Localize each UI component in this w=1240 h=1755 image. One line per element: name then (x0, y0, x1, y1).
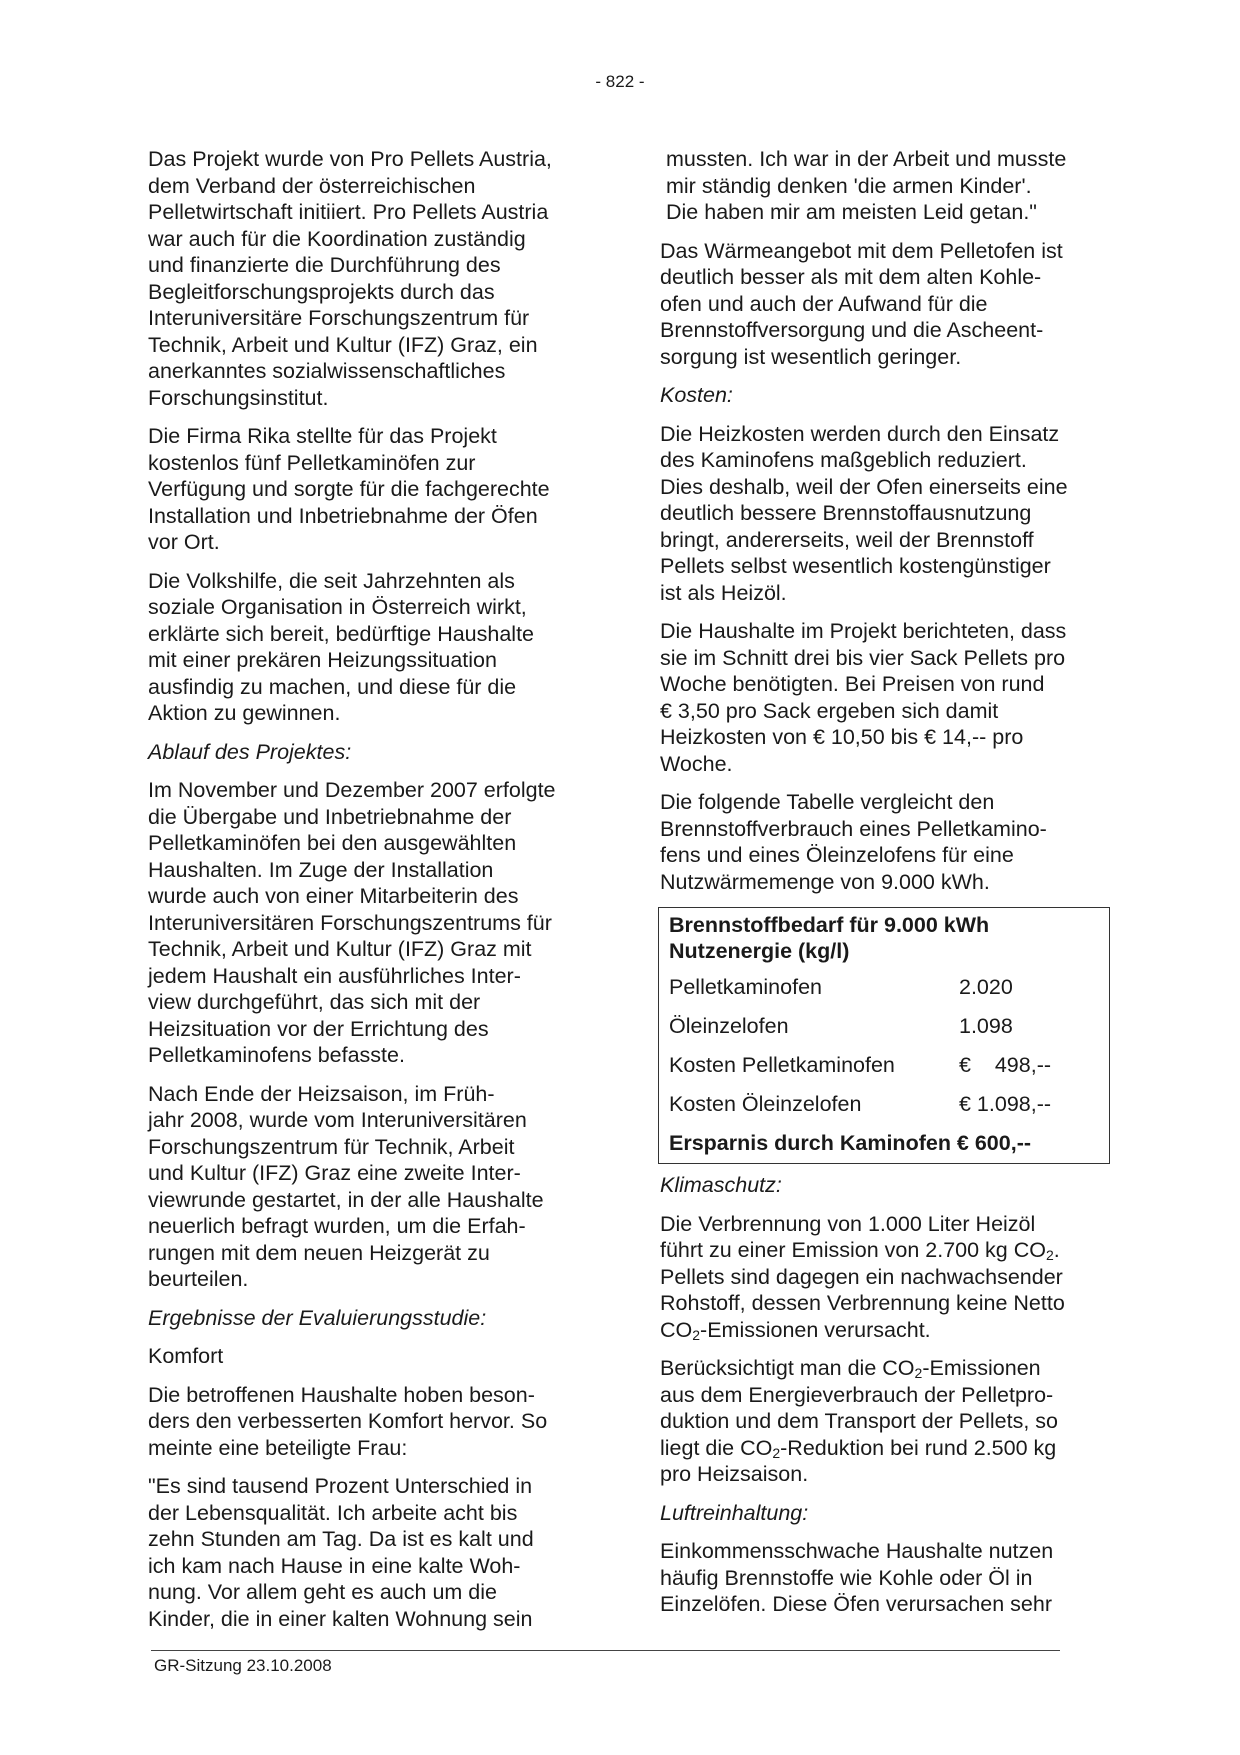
paragraph: Das Wärmeangebot mit dem Pelletofen ist deutlich besser als mit dem alten Kohle- ofen und auch der Aufwand für die Brennstoffversorgung und die Ascheent- sorgung ist wesentlich geringer. (660, 238, 1063, 369)
section-heading: Kosten: (660, 383, 733, 407)
text-run: . Pellets sind dagegen ein nachwachsender Rohstoff, dessen Verbrennung keine Netto CO (660, 1238, 1065, 1342)
paragraph: Die Firma Rika stellte für das Projekt kostenlos fünf Pelletkaminöfen zur Verfügung und sorgte für die fachgerechte Installation und Inbetriebnahme der Öfen vor Ort. (148, 424, 550, 554)
right-column (660, 146, 1115, 1630)
row-label: Kosten Pelletkaminofen (669, 1053, 895, 1078)
footer-divider (151, 1650, 1060, 1651)
paragraph: Die Heizkosten werden durch den Einsatz des Kaminofens maßgeblich reduziert. Dies deshalb, weil der Ofen einerseits eine deutlich bessere Brennstoffausnutzung bringt, andererseits, weil der Brennstoff Pellets selbst wesentlich kostengünstiger ist als Heizöl. (660, 421, 1068, 605)
table-header-row (659, 908, 1110, 969)
text-run: -Reduktion bei rund 2.500 kg pro Heizsaison. (660, 1435, 1057, 1486)
row-value: 2.020 (959, 975, 1013, 1000)
row-label: Kosten Öleinzelofen (669, 1092, 862, 1117)
paragraph: Die Volkshilfe, die seit Jahrzehnten als soziale Organisation in Österreich wirkt, erklärte sich bereit, bedürftige Haushalte mit einer prekären Heizungssituation ausfindig zu machen, und diese für die Aktion zu gewinnen. (148, 568, 535, 725)
table-total-row (659, 1124, 1110, 1164)
fuel-comparison-table (658, 907, 1110, 1164)
section-heading: Luftreinhaltung: (660, 1500, 809, 1525)
paragraph (660, 1211, 1115, 1344)
section-heading: Klimaschutz: (660, 1173, 782, 1197)
text-run: Die Verbrennung von 1.000 Liter Heizöl führt zu einer Emission von 2.700 kg CO (660, 1211, 1046, 1262)
row-label: Öleinzelofen (669, 1014, 789, 1039)
table-row (659, 968, 1110, 1007)
row-value: € 1.098,-- (959, 1092, 1052, 1117)
quote-continuation: mussten. Ich war in der Arbeit und musste mir ständig denken 'die armen Kinder'. Die haben mir am meisten Leid getan." (666, 147, 1067, 224)
subscript: 2 (1046, 1247, 1054, 1263)
paragraph: Im November und Dezember 2007 erfolgte die Übergabe und Inbetriebnahme der Pelletkaminöfen bei den ausgewählten Haushalten. Im Zuge der Installation wurde auch von einer Mitarbeiterin des Interuniversitären Forschungszentrums für Technik, Arbeit und Kultur (IFZ) Graz mit jedem Haushalt ein ausführliches Inter- view durchgeführt, das sich mit der Heizsituation vor der Errichtung des Pelletkaminofens befasste. (148, 778, 556, 1067)
paragraph: Einkommensschwache Haushalte nutzen häufig Brennstoffe wie Kohle oder Öl in Einzelöfen. Diese Öfen verursachen sehr (660, 1539, 1054, 1616)
section-heading: Ablauf des Projektes: (148, 739, 352, 764)
paragraph: Die Haushalte im Projekt berichteten, dass sie im Schnitt drei bis vier Sack Pellets pro Woche benötigten. Bei Preisen von rund € 3,50 pro Sack ergeben sich damit Heizkosten von € 10,50 bis € 14,-- pro Woche. (660, 619, 1067, 776)
text-run: -Emissionen verursacht. (700, 1317, 931, 1342)
subscript: 2 (772, 1444, 781, 1461)
page-number: - 822 - (595, 72, 645, 91)
paragraph (660, 1355, 1115, 1488)
paragraph: Die folgende Tabelle vergleicht den Brennstoffverbrauch eines Pelletkamino- fens und eines Öleinzelofens für eine Nutzwärmemenge von 9.000 kWh. (660, 790, 1047, 894)
text-run: -Emissionen aus dem Energieverbrauch der Pelletpro- duktion und dem Transport der Pellets, so liegt die CO (660, 1356, 1058, 1460)
table-row (659, 1007, 1110, 1046)
table-row (659, 1046, 1110, 1085)
row-value: 1.098 (959, 1014, 1013, 1039)
text-run: Berücksichtigt man die CO (660, 1356, 915, 1380)
subsection-heading: Komfort (148, 1344, 224, 1368)
row-label: Pelletkaminofen (669, 975, 822, 1000)
subscript: 2 (914, 1365, 923, 1381)
subscript: 2 (692, 1326, 701, 1343)
left-column (148, 146, 593, 1644)
section-heading: Ergebnisse der Evaluierungsstudie: (148, 1305, 487, 1330)
table-header: Brennstoffbedarf für 9.000 kWh Nutzenergie (kg/l) (669, 913, 990, 963)
footer: GR-Sitzung 23.10.2008 (154, 1656, 332, 1675)
paragraph: Das Projekt wurde von Pro Pellets Austria, dem Verband der österreichischen Pelletwirtschaft initiiert. Pro Pellets Austria war auch für die Koordination zuständig und finanzierte die Durchführung des Begleitforschungsprojekts durch das Interuniversitäre Forschungszentrum für Technik, Arbeit und Kultur (IFZ) Graz, ein anerkanntes sozialwissenschaftliches Forschungsinstitut. (148, 147, 552, 410)
paragraph: Nach Ende der Heizsaison, im Früh- jahr 2008, wurde vom Interuniversitären Forschungszentrum für Technik, Arbeit und Kultur (IFZ) Graz eine zweite Inter- viewrunde gestartet, in der alle Haushalte neuerlich befragt wurden, um die Erfah- rungen mit dem neuen Heizgerät zu beurteilen. (148, 1081, 544, 1291)
table-row (659, 1085, 1110, 1124)
paragraph: Die betroffenen Haushalte hoben beson- ders den verbesserten Komfort hervor. So meinte eine beteiligte Frau: (148, 1382, 548, 1460)
row-value: € 498,-- (959, 1053, 1052, 1078)
quote: "Es sind tausend Prozent Unterschied in der Lebensqualität. Ich arbeite acht bis zehn Stunden am Tag. Da ist es kalt und ich kam nach Hause in eine kalte Woh- nung. Vor allem geht es auch um die Kinder, die in einer kalten Wohnung sein (148, 1474, 534, 1631)
table-total: Ersparnis durch Kaminofen € 600,-- (669, 1131, 1032, 1156)
